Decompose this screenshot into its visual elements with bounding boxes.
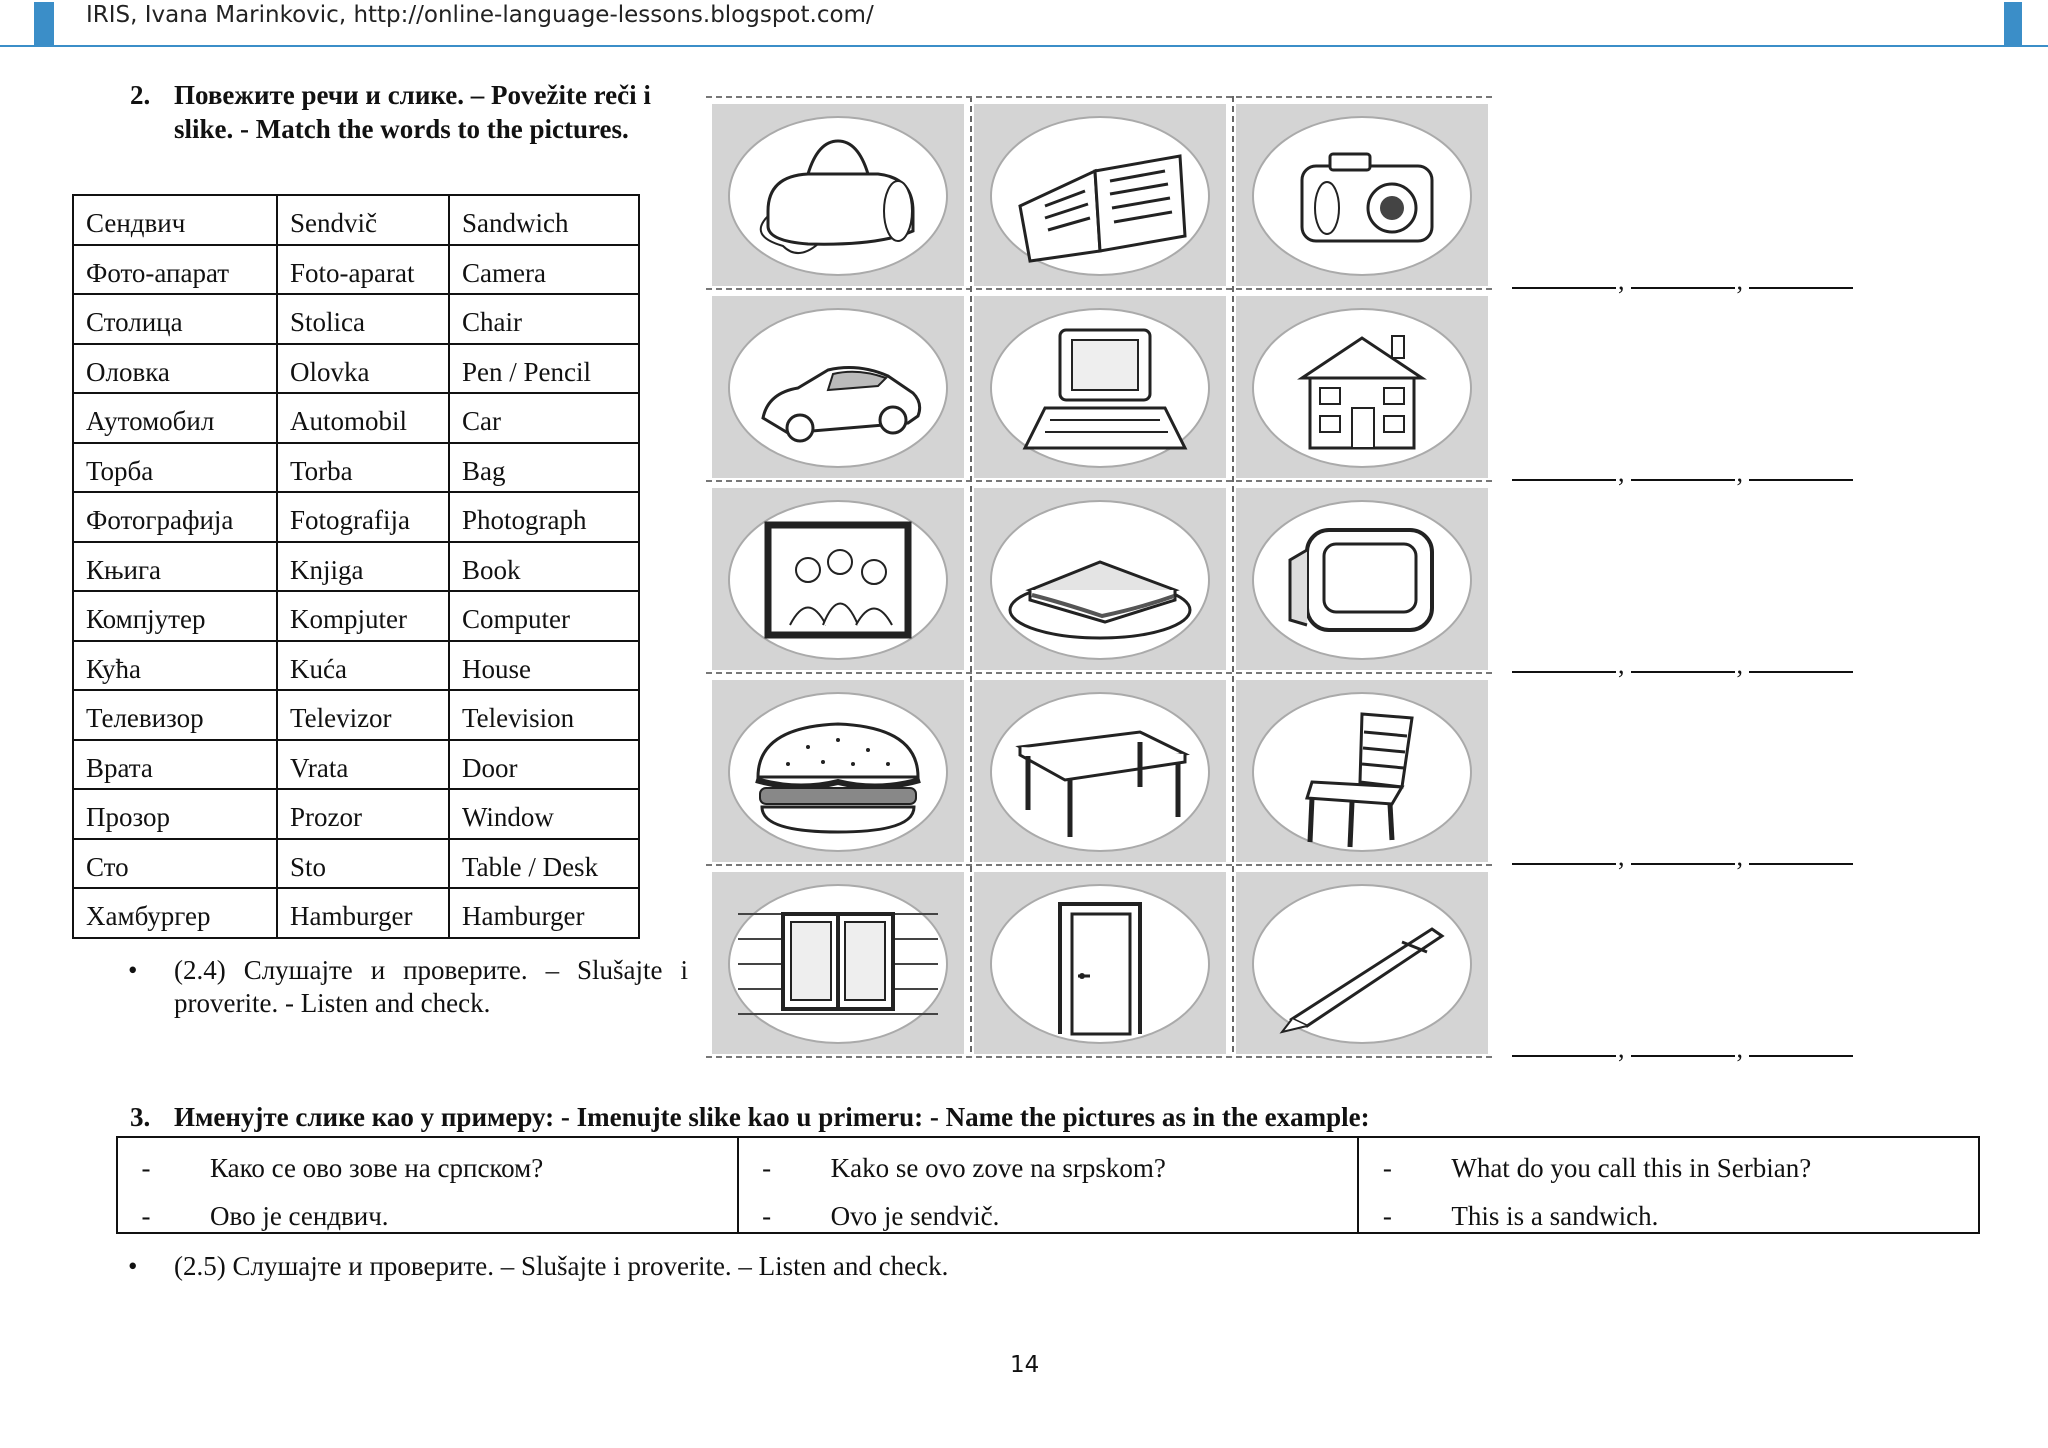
house-icon bbox=[1252, 308, 1472, 468]
door-icon bbox=[990, 884, 1210, 1044]
vocab-cyrillic: Сто bbox=[73, 839, 277, 889]
answer-blank[interactable] bbox=[1631, 651, 1735, 673]
vocab-row bbox=[73, 542, 639, 592]
vocab-english: House bbox=[449, 641, 639, 691]
vocab-cyrillic: Сендвич bbox=[73, 195, 277, 245]
blank-separator: , bbox=[1618, 1034, 1625, 1063]
vocab-latin: Vrata bbox=[277, 740, 449, 790]
vocab-cyrillic: Оловка bbox=[73, 344, 277, 394]
blank-separator: , bbox=[1736, 266, 1743, 295]
answer-blank[interactable] bbox=[1749, 651, 1853, 673]
grid-row-divider bbox=[706, 672, 1492, 674]
answer-blanks-row bbox=[1512, 1034, 1853, 1064]
vocab-row bbox=[73, 195, 639, 245]
grid-top-border bbox=[706, 96, 1492, 98]
vocab-english: Hamburger bbox=[449, 888, 639, 938]
vocab-english: Television bbox=[449, 690, 639, 740]
vocab-latin: Knjiga bbox=[277, 542, 449, 592]
vocab-row bbox=[73, 740, 639, 790]
television-icon bbox=[1252, 500, 1472, 660]
blank-separator: , bbox=[1618, 266, 1625, 295]
vocab-latin: Hamburger bbox=[277, 888, 449, 938]
picture-cell bbox=[712, 488, 964, 670]
vocab-english: Photograph bbox=[449, 492, 639, 542]
blank-separator: , bbox=[1618, 650, 1625, 679]
picture-cell bbox=[712, 680, 964, 862]
vocab-row bbox=[73, 591, 639, 641]
vocab-latin: Stolica bbox=[277, 294, 449, 344]
example-answer: - This is a sandwich. bbox=[1382, 1201, 1659, 1231]
example-question: - Kako se ovo zove na srpskom? bbox=[762, 1153, 1166, 1183]
example-box bbox=[116, 1136, 1980, 1234]
car-icon bbox=[728, 308, 948, 468]
answer-blank[interactable] bbox=[1749, 1035, 1853, 1057]
vocab-english: Door bbox=[449, 740, 639, 790]
vocab-row bbox=[73, 245, 639, 295]
vocab-english: Window bbox=[449, 789, 639, 839]
exercise-3-instructions: Именујте слике као у примеру: - Imenujte slike kao u primeru: - Name the pictures as in the example: bbox=[174, 1102, 1370, 1132]
vocab-latin: Sto bbox=[277, 839, 449, 889]
vocab-cyrillic: Врата bbox=[73, 740, 277, 790]
chair-icon bbox=[1252, 692, 1472, 852]
listen-check-bullet-2 bbox=[128, 1250, 1328, 1283]
vocab-latin: Foto-aparat bbox=[277, 245, 449, 295]
answer-blank[interactable] bbox=[1512, 843, 1616, 865]
answer-blank[interactable] bbox=[1631, 843, 1735, 865]
grid-column-divider bbox=[1232, 96, 1234, 1052]
vocab-row bbox=[73, 839, 639, 889]
exercise-2-number: 2. bbox=[130, 80, 151, 110]
vocab-row bbox=[73, 888, 639, 938]
example-answer: - Ово је сендвич. bbox=[141, 1201, 389, 1231]
answer-blanks-row bbox=[1512, 842, 1853, 872]
listen-check-bullet-1 bbox=[128, 954, 688, 1020]
header-text: IRIS, Ivana Marinkovic, http://online-language-lessons.blogspot.com/ bbox=[86, 2, 874, 28]
vocab-latin: Sendvič bbox=[277, 195, 449, 245]
example-question: - What do you call this in Serbian? bbox=[1382, 1153, 1812, 1183]
computer-icon bbox=[990, 308, 1210, 468]
picture-cell bbox=[1236, 872, 1488, 1054]
vocab-cyrillic: Компјутер bbox=[73, 591, 277, 641]
picture-cell bbox=[1236, 104, 1488, 286]
header-accent-right bbox=[2004, 2, 2022, 46]
grid-row-divider bbox=[706, 288, 1492, 290]
picture-cell bbox=[1236, 296, 1488, 478]
vocab-latin: Prozor bbox=[277, 789, 449, 839]
vocab-cyrillic: Фотографија bbox=[73, 492, 277, 542]
picture-cell bbox=[974, 296, 1226, 478]
vocab-english: Car bbox=[449, 393, 639, 443]
answer-blank[interactable] bbox=[1631, 459, 1735, 481]
grid-row-divider bbox=[706, 1056, 1492, 1058]
vocab-cyrillic: Телевизор bbox=[73, 690, 277, 740]
picture-cell bbox=[712, 296, 964, 478]
header-accent-left bbox=[34, 2, 54, 46]
blank-separator: , bbox=[1736, 458, 1743, 487]
picture-cell bbox=[712, 104, 964, 286]
vocab-latin: Torba bbox=[277, 443, 449, 493]
example-column-serbian-latin bbox=[739, 1138, 1360, 1232]
blank-separator: , bbox=[1618, 842, 1625, 871]
exercise-3-number: 3. bbox=[130, 1102, 151, 1132]
vocab-latin: Fotografija bbox=[277, 492, 449, 542]
answer-blank[interactable] bbox=[1749, 267, 1853, 289]
blank-separator: , bbox=[1736, 842, 1743, 871]
example-column-english bbox=[1359, 1138, 1978, 1232]
answer-blanks-row bbox=[1512, 266, 1853, 296]
vocab-english: Camera bbox=[449, 245, 639, 295]
blank-separator: , bbox=[1736, 1034, 1743, 1063]
grid-row-divider bbox=[706, 480, 1492, 482]
vocab-latin: Kuća bbox=[277, 641, 449, 691]
blank-separator: , bbox=[1618, 458, 1625, 487]
vocab-english: Sandwich bbox=[449, 195, 639, 245]
vocab-latin: Olovka bbox=[277, 344, 449, 394]
vocab-cyrillic: Хамбургер bbox=[73, 888, 277, 938]
vocab-cyrillic: Аутомобил bbox=[73, 393, 277, 443]
bag-icon bbox=[728, 116, 948, 276]
vocab-row bbox=[73, 789, 639, 839]
vocab-cyrillic: Фото-апарат bbox=[73, 245, 277, 295]
vocab-english: Chair bbox=[449, 294, 639, 344]
answer-blank[interactable] bbox=[1512, 651, 1616, 673]
grid-column-divider bbox=[970, 96, 972, 1052]
bullet-dot: • bbox=[128, 955, 138, 985]
vocab-english: Table / Desk bbox=[449, 839, 639, 889]
answer-blank[interactable] bbox=[1749, 843, 1853, 865]
vocab-row bbox=[73, 393, 639, 443]
picture-cell bbox=[974, 488, 1226, 670]
hamburger-icon bbox=[728, 692, 948, 852]
grid-row-divider bbox=[706, 864, 1492, 866]
vocab-cyrillic: Кућа bbox=[73, 641, 277, 691]
listen-check-text-1: (2.4) Слушајте и проверите. – Slušajte i proverite. - Listen and check. bbox=[174, 955, 688, 1018]
book-icon bbox=[990, 116, 1210, 276]
table-icon bbox=[990, 692, 1210, 852]
picture-cell bbox=[1236, 680, 1488, 862]
listen-check-text-2: (2.5) Слушајте и проверите. – Slušajte i proverite. – Listen and check. bbox=[174, 1251, 949, 1281]
answer-blanks-row bbox=[1512, 650, 1853, 680]
exercise-3-heading bbox=[130, 1102, 1370, 1133]
picture-cell bbox=[974, 104, 1226, 286]
bullet-dot: • bbox=[128, 1251, 138, 1281]
vocab-row bbox=[73, 492, 639, 542]
vocab-latin: Automobil bbox=[277, 393, 449, 443]
picture-cell bbox=[1236, 488, 1488, 670]
vocab-english: Computer bbox=[449, 591, 639, 641]
vocab-english: Book bbox=[449, 542, 639, 592]
picture-cell bbox=[712, 872, 964, 1054]
answer-blank[interactable] bbox=[1512, 459, 1616, 481]
vocab-english: Bag bbox=[449, 443, 639, 493]
vocab-latin: Kompjuter bbox=[277, 591, 449, 641]
answer-blank[interactable] bbox=[1512, 1035, 1616, 1057]
blank-separator: , bbox=[1736, 650, 1743, 679]
answer-blanks-row bbox=[1512, 458, 1853, 488]
answer-blank[interactable] bbox=[1631, 1035, 1735, 1057]
vocab-row bbox=[73, 641, 639, 691]
window-icon bbox=[728, 884, 948, 1044]
vocab-row bbox=[73, 443, 639, 493]
vocab-cyrillic: Торба bbox=[73, 443, 277, 493]
picture-cell bbox=[974, 872, 1226, 1054]
answer-blank[interactable] bbox=[1512, 267, 1616, 289]
answer-blank[interactable] bbox=[1631, 267, 1735, 289]
header-rule bbox=[0, 45, 2048, 47]
picture-cell bbox=[974, 680, 1226, 862]
vocab-cyrillic: Прозор bbox=[73, 789, 277, 839]
exercise-2-heading bbox=[130, 78, 690, 146]
pen-icon bbox=[1252, 884, 1472, 1044]
example-question: - Како се ово зове на српском? bbox=[141, 1153, 544, 1183]
answer-blank[interactable] bbox=[1749, 459, 1853, 481]
example-answer: - Ovo je sendvič. bbox=[762, 1201, 1000, 1231]
vocab-cyrillic: Столица bbox=[73, 294, 277, 344]
page-number: 14 bbox=[1010, 1352, 1040, 1378]
vocab-row bbox=[73, 294, 639, 344]
vocab-row bbox=[73, 344, 639, 394]
sandwich-icon bbox=[990, 500, 1210, 660]
vocab-latin: Televizor bbox=[277, 690, 449, 740]
camera-icon bbox=[1252, 116, 1472, 276]
vocab-english: Pen / Pencil bbox=[449, 344, 639, 394]
example-column-serbian-cyrillic bbox=[118, 1138, 739, 1232]
photograph-icon bbox=[728, 500, 948, 660]
exercise-2-instructions: Повежите речи и слике. – Povežite reči i slike. - Match the words to the pictures. bbox=[174, 80, 651, 144]
vocab-cyrillic: Књига bbox=[73, 542, 277, 592]
vocab-row bbox=[73, 690, 639, 740]
vocabulary-table bbox=[72, 194, 640, 939]
